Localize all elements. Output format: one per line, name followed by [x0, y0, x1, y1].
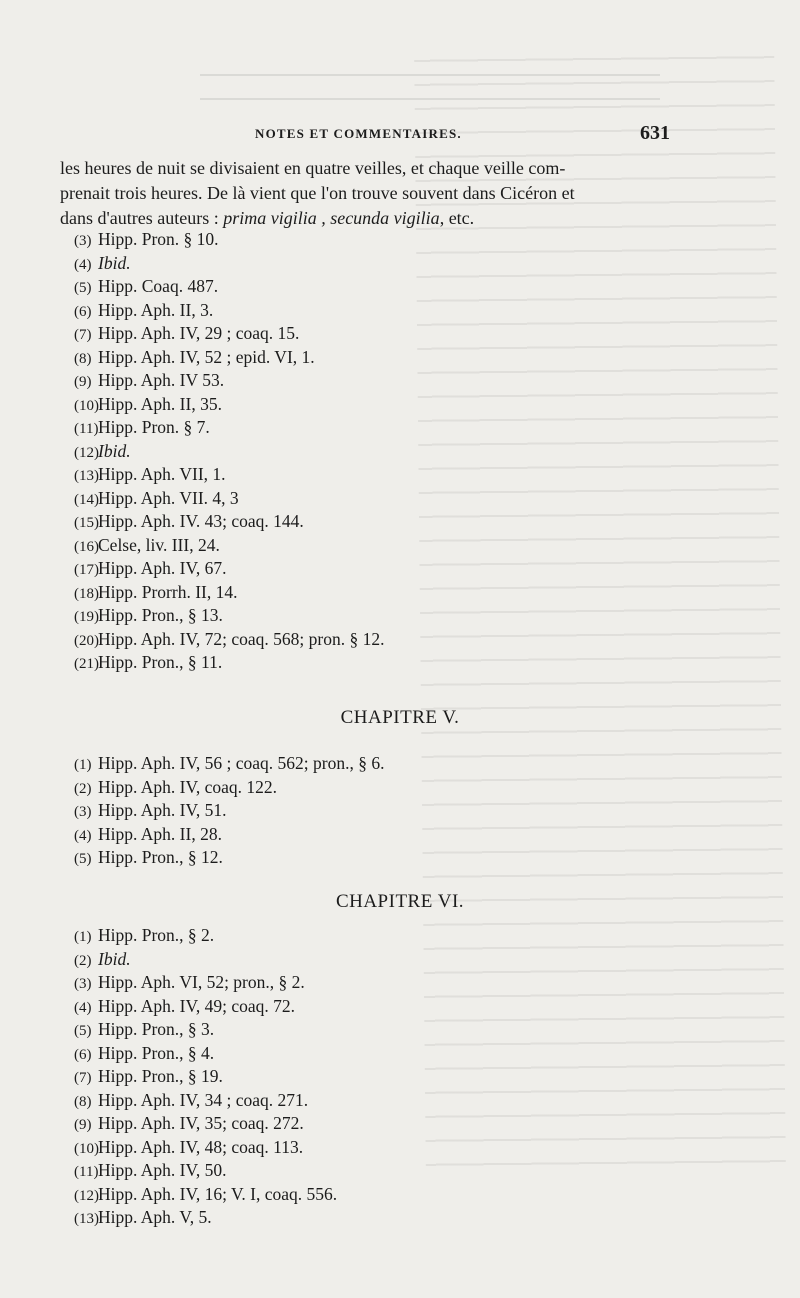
- note-reference: Hipp. Aph. IV, 52 ; epid. VI, 1.: [98, 346, 315, 367]
- note-number: (10): [74, 397, 99, 414]
- note-reference: Hipp. Pron., § 4.: [98, 1042, 215, 1063]
- note-item: [74, 510, 654, 534]
- note-item: [74, 752, 654, 776]
- note-item: [74, 1206, 654, 1230]
- note-number: (8): [74, 1093, 92, 1110]
- note-item: [74, 557, 654, 581]
- note-number: (6): [74, 1046, 92, 1063]
- note-reference: Hipp. Prorrh. II, 14.: [98, 581, 238, 602]
- bleed-through-header-texture: [200, 60, 660, 110]
- notes-list-chapter-5: [74, 752, 654, 870]
- note-item: [74, 416, 654, 440]
- note-item: [74, 463, 654, 487]
- note-reference: Hipp. Aph. II, 35.: [98, 393, 222, 414]
- note-reference: Hipp. Pron., § 3.: [98, 1019, 215, 1039]
- note-number: (5): [74, 851, 92, 867]
- note-item: [74, 604, 654, 628]
- note-reference: Hipp. Aph. IV, 51.: [98, 800, 227, 820]
- note-item: [74, 1183, 654, 1207]
- note-number: (11): [74, 421, 99, 437]
- note-number: (17): [74, 562, 99, 578]
- notes-list-continued: [74, 228, 654, 675]
- note-reference: Hipp. Aph. IV, 48; coaq. 113.: [98, 1136, 304, 1157]
- note-number: (4): [74, 999, 92, 1016]
- note-number: (5): [74, 1023, 92, 1039]
- note-reference: Hipp. Aph. IV, 29 ; coaq. 15.: [98, 323, 300, 343]
- note-item: [74, 393, 654, 417]
- note-item: [74, 252, 654, 276]
- note-number: (18): [74, 585, 99, 602]
- intro-line-3-end: , etc.: [439, 208, 475, 228]
- note-reference: Ibid.: [98, 252, 131, 273]
- intro-paragraph: [60, 156, 670, 231]
- note-number: (3): [74, 804, 92, 820]
- note-reference: Hipp. Aph. V, 5.: [98, 1207, 212, 1227]
- note-number: (9): [74, 374, 92, 390]
- note-number: (9): [74, 1117, 92, 1133]
- note-reference: Ibid.: [98, 440, 131, 461]
- note-number: (7): [74, 1070, 92, 1086]
- note-number: (13): [74, 1211, 99, 1227]
- note-number: (19): [74, 609, 99, 625]
- note-reference: Hipp. Aph. IV. 43; coaq. 144.: [98, 511, 304, 531]
- note-item: [74, 346, 654, 370]
- note-reference: Ibid.: [98, 948, 131, 969]
- intro-line-2: prenait trois heures. De là vient que l'on trouve souvent dans Cicéron et: [60, 183, 575, 203]
- intro-line-3-latin: prima vigilia , secunda vigilia: [223, 208, 440, 228]
- note-item: [74, 823, 654, 847]
- note-number: (4): [74, 827, 92, 844]
- note-reference: Hipp. Aph. VII. 4, 3: [98, 487, 239, 508]
- running-head: NOTES ET COMMENTAIRES.: [255, 126, 462, 141]
- note-reference: Celse, liv. III, 24.: [98, 534, 220, 555]
- note-reference: Hipp. Aph. IV, 72; coaq. 568; pron. § 12.: [98, 628, 385, 649]
- note-reference: Hipp. Aph. IV, 49; coaq. 72.: [98, 995, 296, 1016]
- intro-line-3-start: dans d'autres auteurs :: [60, 208, 224, 228]
- note-item: [74, 948, 654, 972]
- note-item: [74, 228, 654, 252]
- note-number: (2): [74, 780, 92, 797]
- note-number: (8): [74, 350, 92, 367]
- note-item: [74, 322, 654, 346]
- note-reference: Hipp. Coaq. 487.: [98, 276, 219, 296]
- note-number: (21): [74, 656, 99, 672]
- note-item: [74, 628, 654, 652]
- note-reference: Hipp. Aph. IV, 50.: [98, 1160, 227, 1180]
- note-number: (15): [74, 515, 99, 531]
- note-number: (16): [74, 538, 99, 555]
- note-item: [74, 1159, 654, 1183]
- note-reference: Hipp. Pron., § 19.: [98, 1066, 223, 1086]
- note-number: (13): [74, 468, 99, 484]
- page-header: [60, 122, 670, 146]
- note-reference: Hipp. Pron., § 2.: [98, 925, 215, 945]
- note-number: (14): [74, 491, 99, 508]
- note-item: [74, 776, 654, 800]
- note-reference: Hipp. Aph. VI, 52; pron., § 2.: [98, 972, 305, 992]
- note-number: (12): [74, 1187, 99, 1204]
- note-reference: Hipp. Aph. IV 53.: [98, 370, 225, 390]
- note-number: (7): [74, 327, 92, 343]
- note-item: [74, 369, 654, 393]
- note-item: [74, 275, 654, 299]
- note-item: [74, 995, 654, 1019]
- note-item: [74, 1018, 654, 1042]
- note-reference: Hipp. Pron., § 12.: [98, 847, 223, 867]
- note-reference: Hipp. Aph. IV, 35; coaq. 272.: [98, 1113, 304, 1133]
- page-number: 631: [640, 122, 670, 144]
- note-item: [74, 846, 654, 870]
- note-item: [74, 651, 654, 675]
- note-number: (12): [74, 444, 99, 461]
- note-item: [74, 924, 654, 948]
- notes-list-chapter-6: [74, 924, 654, 1230]
- note-number: (4): [74, 256, 92, 273]
- note-item: [74, 971, 654, 995]
- note-reference: Hipp. Aph. IV, 67.: [98, 558, 227, 578]
- note-item: [74, 1089, 654, 1113]
- note-item: [74, 581, 654, 605]
- note-reference: Hipp. Aph. II, 28.: [98, 823, 222, 844]
- note-item: [74, 799, 654, 823]
- note-item: [74, 440, 654, 464]
- note-item: [74, 1136, 654, 1160]
- note-number: (5): [74, 280, 92, 296]
- note-number: (20): [74, 632, 99, 649]
- note-number: (1): [74, 929, 92, 945]
- note-number: (6): [74, 303, 92, 320]
- note-item: [74, 1042, 654, 1066]
- note-reference: Hipp. Aph. VII, 1.: [98, 464, 226, 484]
- chapter-5-title: CHAPITRE V.: [340, 707, 460, 728]
- note-number: (3): [74, 233, 92, 249]
- note-reference: Hipp. Pron. § 7.: [98, 417, 210, 437]
- note-reference: Hipp. Aph. IV, 16; V. I, coaq. 556.: [98, 1183, 338, 1204]
- note-reference: Hipp. Pron., § 11.: [98, 652, 223, 672]
- note-item: [74, 534, 654, 558]
- note-number: (3): [74, 976, 92, 992]
- note-reference: Hipp. Aph. II, 3.: [98, 299, 214, 320]
- note-item: [74, 1065, 654, 1089]
- note-number: (2): [74, 952, 92, 969]
- note-number: (10): [74, 1140, 99, 1157]
- note-number: (11): [74, 1164, 99, 1180]
- note-reference: Hipp. Pron., § 13.: [98, 605, 223, 625]
- note-reference: Hipp. Aph. IV, 56 ; coaq. 562; pron., § 6.: [98, 753, 385, 773]
- chapter-6-title: CHAPITRE VI.: [335, 891, 465, 912]
- note-item: [74, 487, 654, 511]
- note-item: [74, 299, 654, 323]
- note-reference: Hipp. Aph. IV, coaq. 122.: [98, 776, 278, 797]
- note-number: (1): [74, 757, 92, 773]
- intro-line-1: les heures de nuit se divisaient en quatre veilles, et chaque veille com-: [60, 158, 566, 178]
- note-reference: Hipp. Pron. § 10.: [98, 229, 219, 249]
- note-reference: Hipp. Aph. IV, 34 ; coaq. 271.: [98, 1089, 309, 1110]
- note-item: [74, 1112, 654, 1136]
